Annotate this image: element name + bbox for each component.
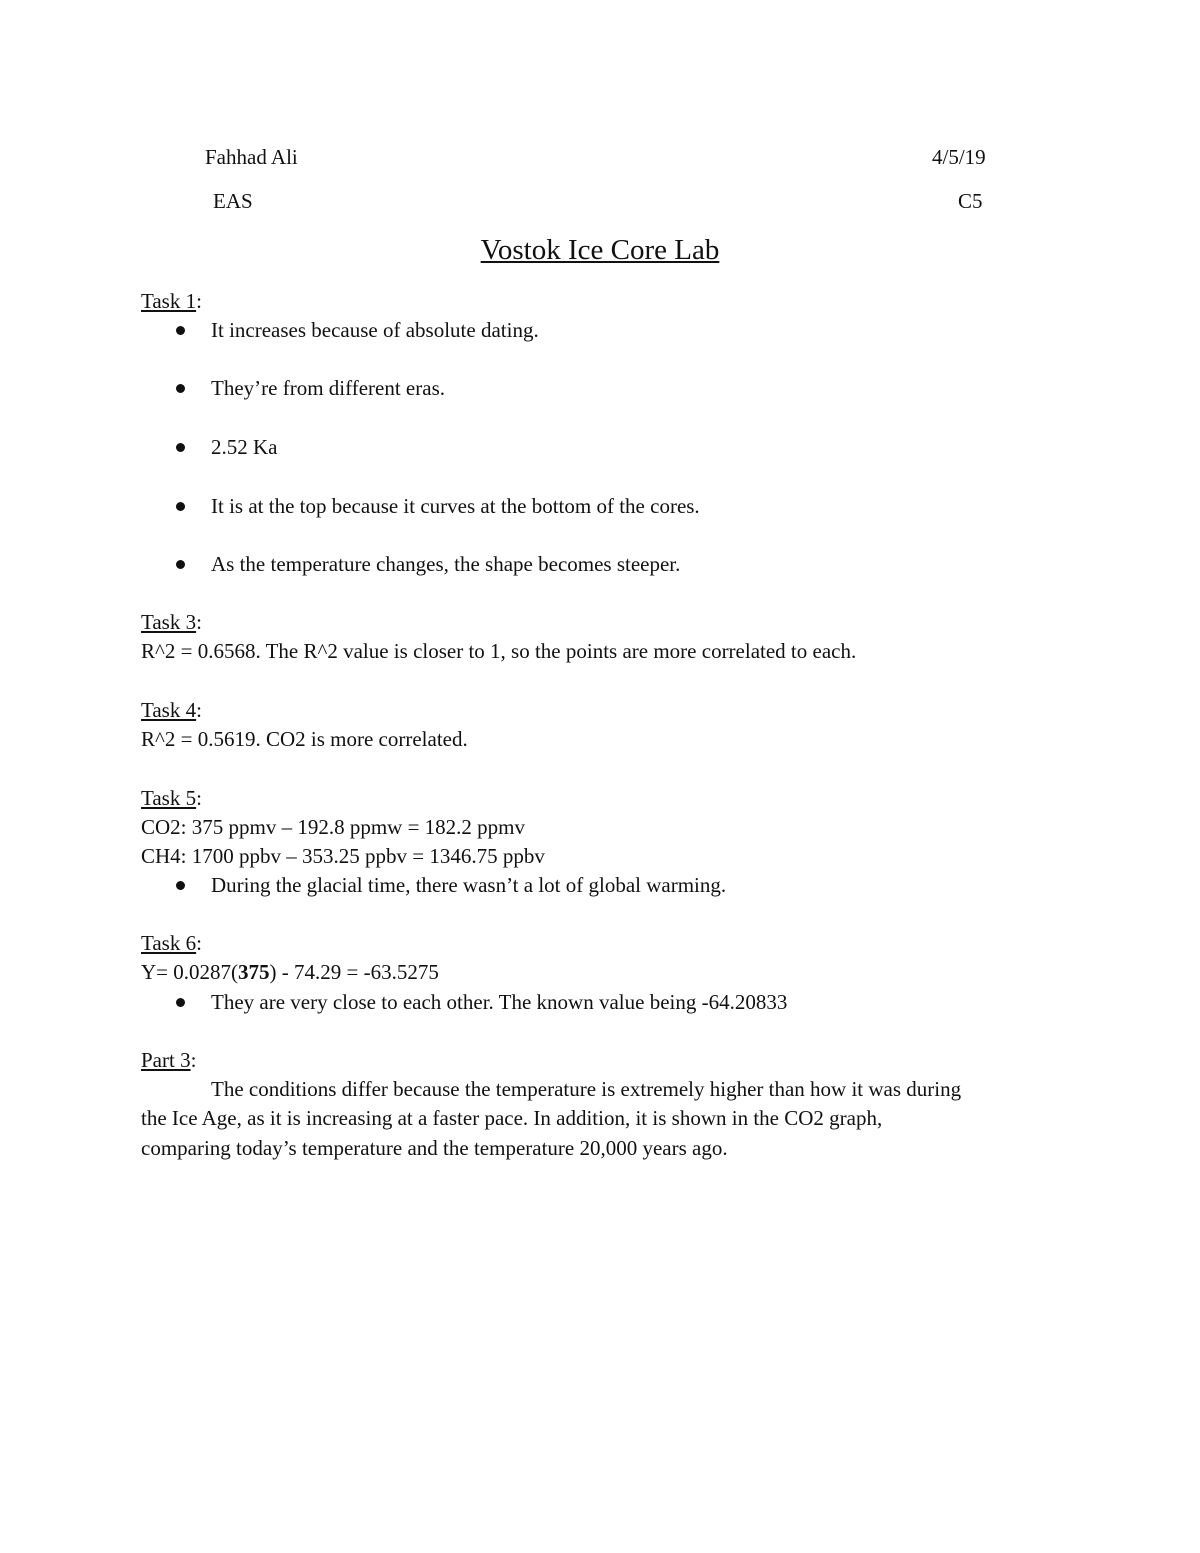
bullet-icon [176, 998, 185, 1007]
bullet-icon [176, 326, 185, 335]
task6-label: Task 6 [141, 931, 197, 955]
task6-colon: : [196, 931, 202, 955]
page-title: Vostok Ice Core Lab [480, 234, 720, 266]
task5-label: Task 5 [141, 786, 197, 810]
task6-eq-bold: 375 [238, 960, 270, 984]
bullet-icon [176, 560, 185, 569]
task1-colon: : [196, 289, 202, 313]
task1-label: Task 1 [141, 289, 197, 313]
part3-label: Part 3 [141, 1048, 191, 1072]
bullet-icon [176, 384, 185, 393]
task5-co2-line: CO2: 375 ppmv – 192.8 ppmw = 182.2 ppmv [141, 815, 526, 839]
part3-line-2: the Ice Age, as it is increasing at a faster pace. In addition, it is shown in the CO2 graph, [141, 1106, 883, 1130]
part3-heading [141, 1046, 196, 1075]
part3-line-3: comparing today’s temperature and the temperature 20,000 years ago. [141, 1136, 728, 1160]
task1-bullet-1: It increases because of absolute dating. [211, 318, 539, 342]
task5-colon: : [196, 786, 202, 810]
task1-bullet-2: They’re from different eras. [211, 376, 445, 400]
author-name: Fahhad Ali [205, 145, 298, 169]
date: 4/5/19 [932, 145, 986, 169]
bullet-icon [176, 443, 185, 452]
task5-heading [141, 784, 202, 813]
part3-line-1: The conditions differ because the temperature is extremely higher than how it was during [211, 1077, 962, 1101]
bullet-icon [176, 881, 185, 890]
course: EAS [213, 189, 253, 213]
bullet-icon [176, 502, 185, 511]
task6-eq-post: ) - 74.29 = -63.5275 [269, 960, 439, 984]
part3-colon: : [190, 1048, 197, 1072]
task3-label: Task 3 [141, 610, 197, 634]
task4-colon: : [196, 698, 202, 722]
task6-eq-pre: Y= 0.0287( [141, 960, 239, 984]
task5-bullet: During the glacial time, there wasn’t a lot of global warming. [211, 873, 727, 897]
task4-label: Task 4 [141, 698, 197, 722]
task1-bullet-5: As the temperature changes, the shape becomes steeper. [211, 552, 681, 576]
task3-heading [141, 608, 202, 637]
task6-bullet: They are very close to each other. The known value being -64.20833 [211, 990, 788, 1014]
section: C5 [958, 189, 983, 213]
task4-heading [141, 696, 202, 725]
task1-bullet-4: It is at the top because it curves at the bottom of the cores. [211, 494, 700, 518]
task3-line: R^2 = 0.6568. The R^2 value is closer to 1, so the points are more correlated to each. [141, 639, 857, 663]
task3-colon: : [196, 610, 202, 634]
task6-equation [141, 958, 439, 987]
task5-ch4-line: CH4: 1700 ppbv – 353.25 ppbv = 1346.75 ppbv [141, 844, 545, 868]
task1-bullet-3: 2.52 Ka [211, 435, 278, 459]
task6-heading [141, 929, 202, 958]
task4-line: R^2 = 0.5619. CO2 is more correlated. [141, 727, 468, 751]
task1-heading [141, 287, 202, 316]
